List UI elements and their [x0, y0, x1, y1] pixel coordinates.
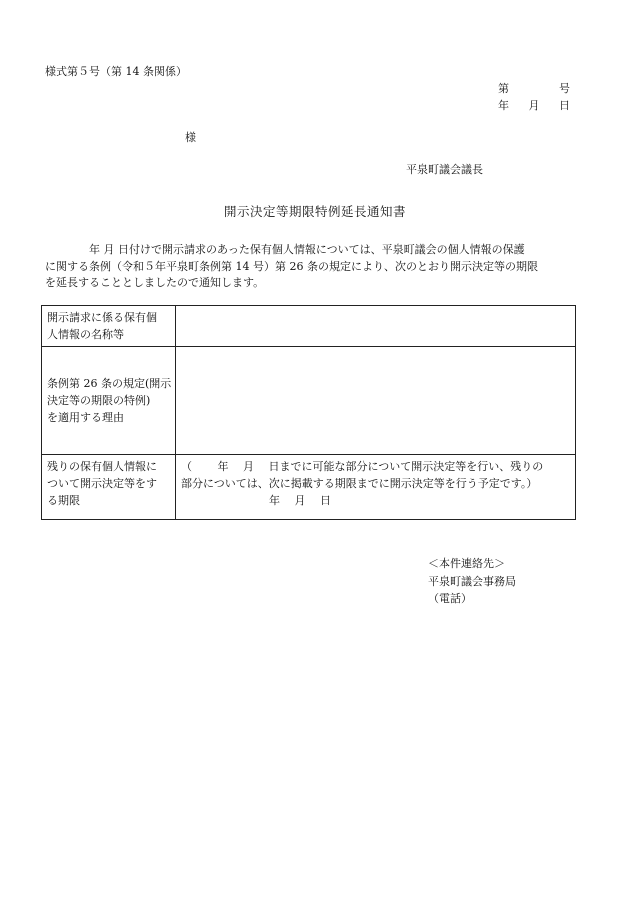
- table-row: [42, 455, 576, 520]
- sender-name: 平泉町議会議長: [406, 163, 483, 176]
- document-number: [498, 81, 570, 97]
- document-date: [498, 98, 570, 114]
- date-year: 年: [498, 99, 509, 112]
- document-title: 開示決定等期限特例延長通知書: [223, 204, 406, 219]
- contact-heading: ＜本件連絡先＞: [428, 557, 505, 570]
- row-label-reason: 条例第 26 条の規定(開示 決定等の期限の特例) を適用する理由: [42, 347, 176, 455]
- document-number-prefix: 第: [498, 82, 509, 95]
- contact-block: [428, 555, 516, 608]
- table-row: [42, 347, 576, 455]
- table-row: [42, 306, 576, 347]
- date-month: 月: [528, 99, 540, 112]
- row-value-info-name[interactable]: [176, 306, 576, 347]
- row-label-deadline: 残りの保有個人情報に ついて開示決定等をす る期限: [42, 455, 176, 520]
- contact-office: 平泉町議会事務局: [428, 574, 516, 588]
- date-day: 日: [559, 99, 570, 112]
- row-label-info-name: 開示請求に係る保有個 人情報の名称等: [42, 306, 176, 347]
- details-table: [41, 305, 576, 520]
- notice-body: [45, 242, 585, 292]
- notice-body-line: 年 月 日付けで開示請求のあった保有個人情報については、平泉町議会の個人情報の保護: [45, 243, 525, 256]
- row-value-reason[interactable]: [176, 347, 576, 455]
- addressee-honorific: 様: [185, 131, 196, 144]
- row-value-deadline[interactable]: （ 年 月 日までに可能な部分について開示決定等を行い、残りの 部分については、次に掲載する期限までに開示決定等を行う予定です。） 年 月 日: [176, 455, 576, 520]
- contact-phone-label: （電話）: [428, 592, 472, 606]
- notice-body-line: を延長することとしましたので通知します。: [45, 276, 265, 289]
- document-number-suffix: 号: [559, 82, 570, 95]
- form-number-label: 様式第５号（第 14 条関係）: [45, 65, 187, 78]
- notice-body-line: に関する条例（令和５年平泉町条例第 14 号）第 26 条の規定により、次のとおり開示決定等の期限: [45, 259, 538, 273]
